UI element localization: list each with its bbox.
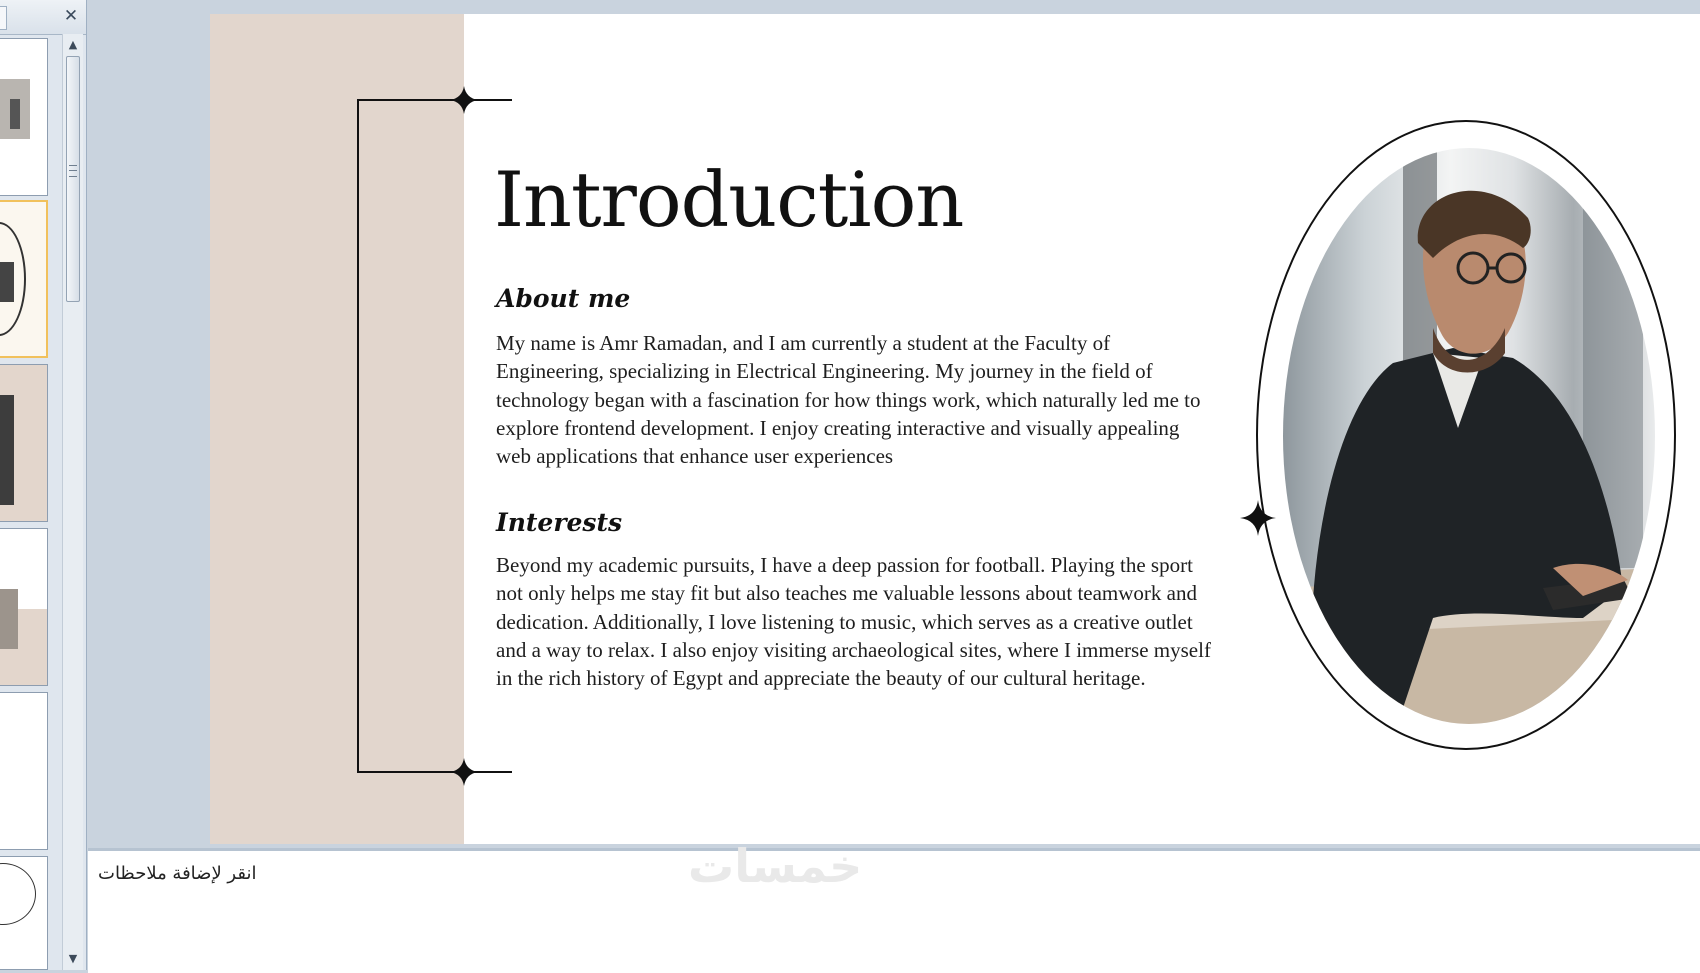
panel-tab[interactable]: [0, 6, 7, 30]
slide-canvas[interactable]: [210, 14, 1700, 844]
slide-thumbnail-6[interactable]: [0, 856, 48, 970]
slide-thumbnail-3[interactable]: [0, 364, 48, 522]
slide-thumbnail-panel: [0, 0, 87, 970]
thumbnail-shape: [0, 863, 36, 925]
slide-thumbnail-5[interactable]: [0, 692, 48, 850]
sparkle-icon: [450, 86, 478, 114]
sparkle-icon: [450, 758, 478, 786]
bracket-line: [358, 100, 512, 772]
scroll-down-arrow-icon[interactable]: ▼: [68, 952, 78, 965]
slide-title[interactable]: Introduction: [494, 155, 964, 244]
thumbnail-figure: [10, 99, 20, 129]
interests-body-text[interactable]: Beyond my academic pursuits, I have a deep passion for football. Playing the sport not only helps me stay fit but also teaches me valuable lessons about teamwork and dedication. Additionally, I love listening to music, which serves as a creative outlet and a way to relax. I also enjoy visiting archaeological sites, where I immerse myself in the rich history of Egypt and appreciate the beauty of our cultural heritage.: [496, 553, 1211, 691]
thumbnail-image: [0, 589, 18, 649]
thumbnail-figure: [0, 395, 14, 505]
notes-placeholder[interactable]: انقر لإضافة ملاحظات: [98, 863, 257, 884]
scrollbar-thumb[interactable]: [66, 56, 80, 302]
watermark-logo: خمسات: [688, 839, 863, 893]
about-body-text[interactable]: My name is Amr Ramadan, and I am currently a student at the Faculty of Engineering, specializing in Electrical Engineering. My journey in the field of technology began with a fascination for how things work, which naturally led me to explore frontend development. I enjoy creating interactive and visually appealing web applications that enhance user experiences: [496, 331, 1201, 469]
thumbnail-figure: [0, 262, 14, 302]
notes-pane[interactable]: [88, 839, 1700, 973]
person-illustration: [1283, 148, 1655, 724]
profile-photo[interactable]: [1283, 148, 1655, 724]
slide-thumbnail-1[interactable]: [0, 38, 48, 196]
sparkle-icon: [1238, 498, 1278, 538]
scrollbar-grip-icon: [69, 165, 77, 177]
scroll-up-arrow-icon[interactable]: ▲: [68, 38, 78, 51]
interests-heading[interactable]: Interests: [496, 508, 623, 537]
slide-thumbnail-2[interactable]: [0, 200, 48, 358]
thumbnail-scrollbar[interactable]: [62, 34, 83, 970]
slide-thumbnail-4[interactable]: [0, 528, 48, 686]
close-icon[interactable]: ✕: [63, 6, 79, 26]
about-heading[interactable]: About me: [496, 284, 631, 313]
panel-header: [0, 0, 86, 35]
slide-editor: [88, 0, 1700, 848]
